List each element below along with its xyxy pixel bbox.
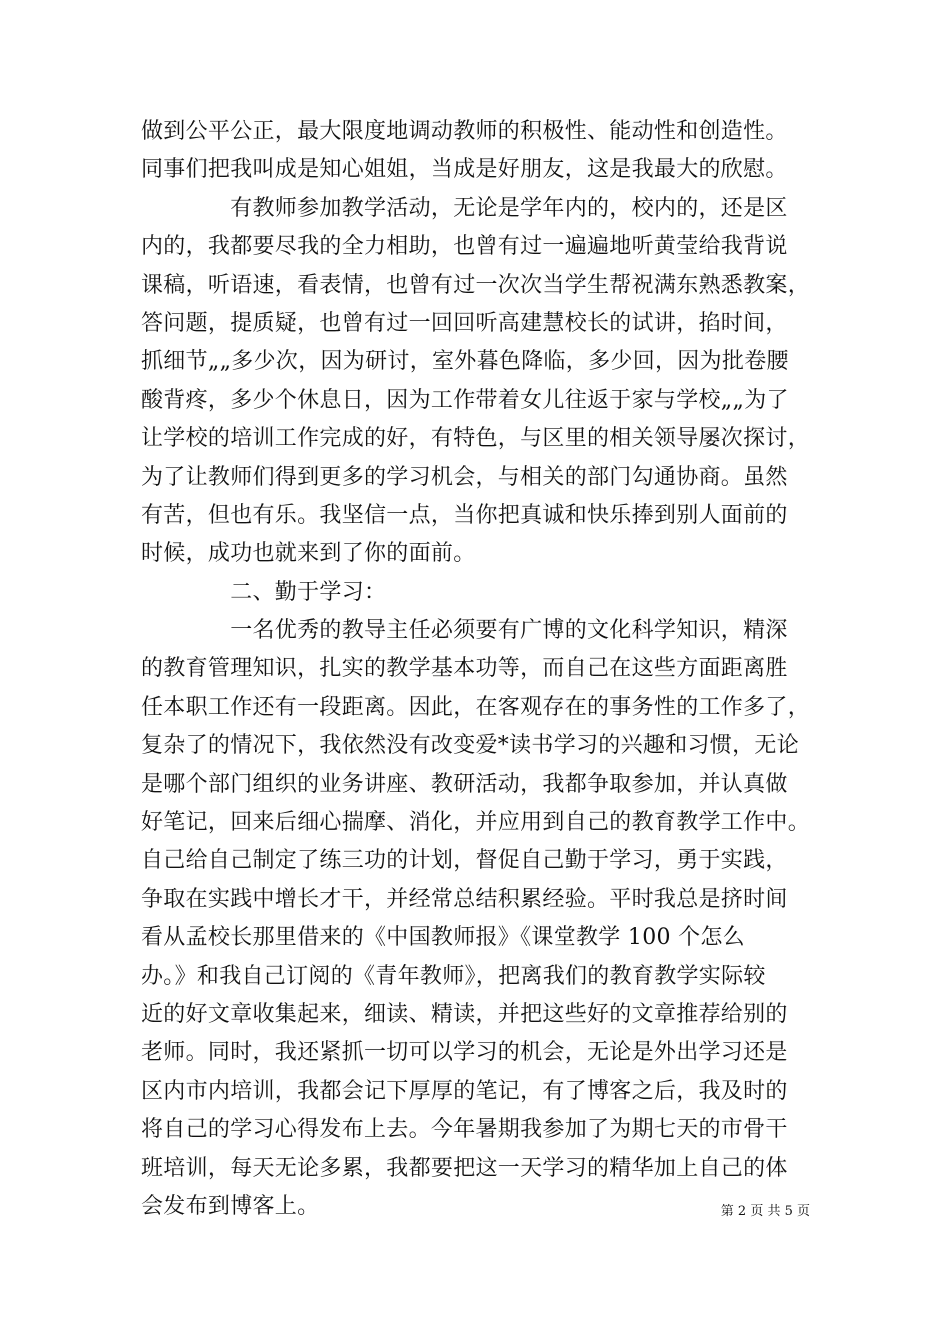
- text-line: 争取在实践中增长才干，并经常总结积累经验。平时我总是挤时间: [141, 886, 788, 912]
- text-line: 复杂了的情况下，我依然没有改变爱*读书学习的兴趣和习惯，无论: [141, 733, 800, 759]
- text-line: 将自己的学习心得发布上去。今年暑期我参加了为期七天的市骨干: [141, 1117, 788, 1143]
- section-heading: 二、勤于学习：: [141, 579, 387, 605]
- text-line: 有苦，但也有乐。我坚信一点，当你把真诚和快乐捧到别人面前的: [141, 502, 788, 528]
- text-line: 的教育管理知识，扎实的教学基本功等，而自己在这些方面距离胜: [141, 656, 788, 682]
- text-line: 让学校的培训工作完成的好，有特色，与区里的相关领导屡次探讨，: [141, 426, 811, 452]
- text-line: 时候，成功也就来到了你的面前。: [141, 541, 476, 567]
- text-line: 一名优秀的教导主任必须要有广博的文化科学知识，精深: [141, 618, 788, 644]
- text-line: 抓细节„„多少次，因为研讨，室外暮色降临，多少回，因为批卷腰: [141, 349, 789, 375]
- text-line: 好笔记，回来后细心揣摩、消化，并应用到自己的教育教学工作中。: [141, 810, 811, 836]
- text-line: 课稿，听语速，看表情，也曾有过一次次当学生帮祝满东熟悉教案，: [141, 272, 811, 298]
- text-line: 酸背疼，多少个休息日，因为工作带着女儿往返于家与学校„„为了: [141, 387, 789, 413]
- text-line: 答问题，提质疑，也曾有过一回回听高建慧校长的试讲，掐时间，: [141, 310, 788, 336]
- text-line: 区内市内培训，我都会记下厚厚的笔记，有了博客之后，我及时的: [141, 1078, 788, 1104]
- text-line: 为了让教师们得到更多的学习机会，与相关的部门勾通协商。虽然: [141, 464, 788, 490]
- text-line: 内的，我都要尽我的全力相助，也曾有过一遍遍地听黄莹给我背说: [141, 234, 788, 260]
- text-line: 近的好文章收集起来，细读、精读，并把这些好的文章推荐给别的: [141, 1001, 788, 1027]
- text-line: 有教师参加教学活动，无论是学年内的，校内的，还是区: [141, 195, 788, 221]
- text-line: 是哪个部门组织的业务讲座、教研活动，我都争取参加，并认真做: [141, 771, 788, 797]
- page-number-footer: 第 2 页 共 5 页: [720, 1204, 810, 1219]
- text-line: 老师。同时，我还紧抓一切可以学习的机会，无论是外出学习还是: [141, 1040, 788, 1066]
- text-line: 同事们把我叫成是知心姐姐，当成是好朋友，这是我最大的欣慰。: [141, 157, 788, 183]
- text-line: 做到公平公正，最大限度地调动教师的积极性、能动性和创造性。: [141, 119, 788, 144]
- text-line: 自己给自己制定了练三功的计划，督促自己勤于学习，勇于实践，: [141, 848, 788, 874]
- text-line: 看从孟校长那里借来的《中国教师报》《课堂教学 100 个怎么: [141, 925, 745, 951]
- text-line: 会发布到博客上。: [141, 1193, 320, 1219]
- text-line: 任本职工作还有一段距离。因此，在客观存在的事务性的工作多了，: [141, 694, 811, 720]
- text-line: 办。》和我自己订阅的《青年教师》，把离我们的教育教学实际较: [141, 963, 766, 989]
- body-text: [141, 113, 813, 1226]
- text-line: 班培训，每天无论多累，我都要把这一天学习的精华加上自己的体: [141, 1155, 788, 1181]
